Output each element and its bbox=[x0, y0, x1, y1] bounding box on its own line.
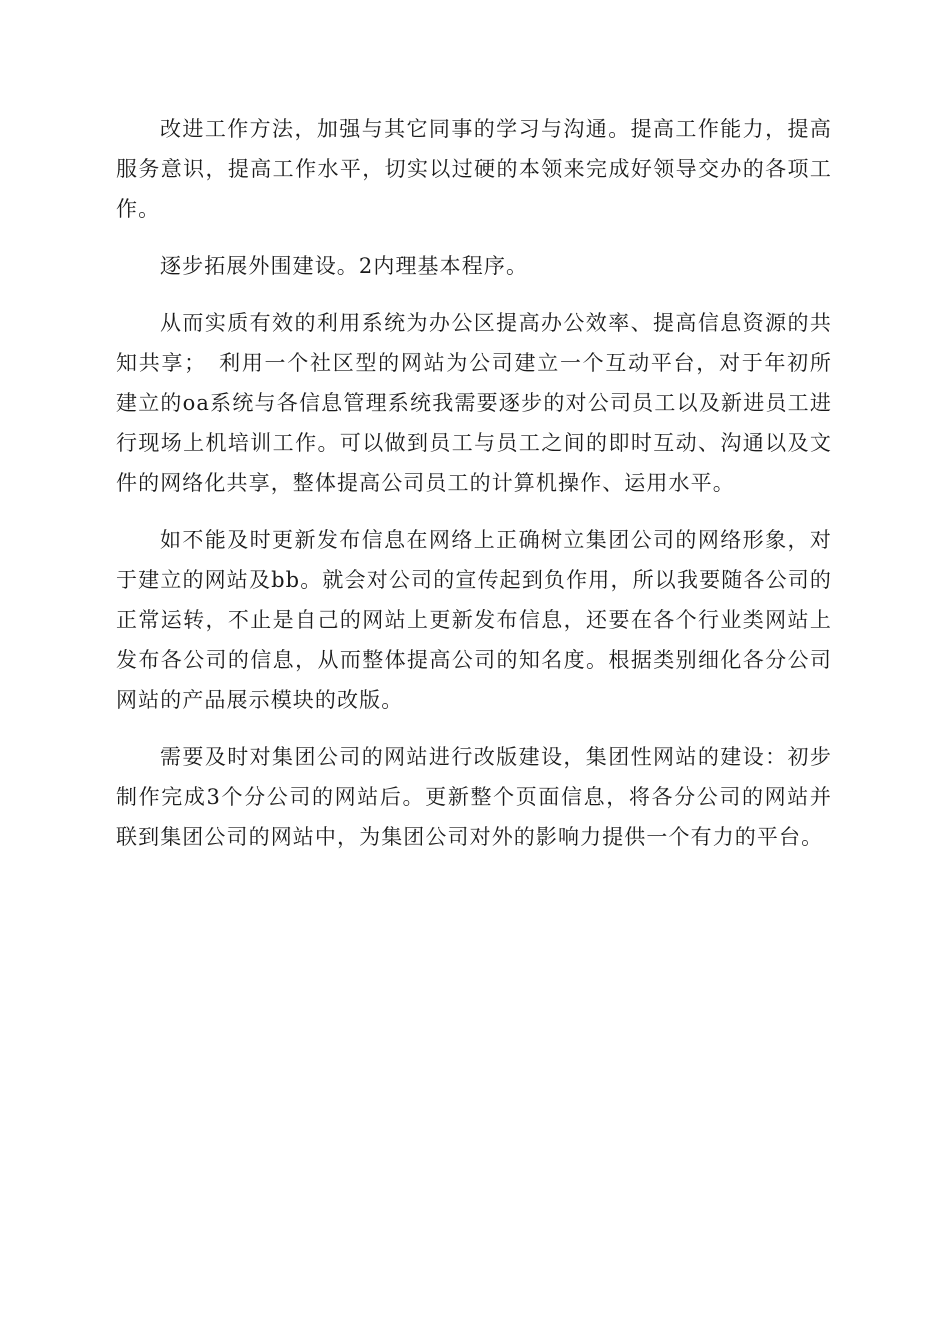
paragraph-external-construction: 逐步拓展外围建设。2内理基本程序。 bbox=[160, 254, 529, 278]
paragraph-website-updates: 如不能及时更新发布信息在网络上正确树立集团公司的网络形象，对于建立的网站及bb。就会对公司的宣传起到负作用，所以我要随各公司的正常运转，不止是自己的网站上更新发布信息，还要在各个行业类网站上发布各公司的信息，从而整体提高公司的知名度。根据类别细化各分公司网站的产品展示模块的改版。 bbox=[116, 528, 832, 712]
document-body bbox=[116, 109, 832, 874]
paragraph-office-system: 从而实质有效的利用系统为办公区提高办公效率、提高信息资源的共知共享； 利用一个社区型的网站为公司建立一个互动平台，对于年初所建立的oa系统与各信息管理系统我需要逐步的对公司员工以及新进员工进行现场上机培训工作。可以做到员工与员工之间的即时互动、沟通以及文件的网络化共享，整体提高公司员工的计算机操作、运用水平。 bbox=[116, 311, 832, 495]
paragraph-work-methods: 改进工作方法，加强与其它同事的学习与沟通。提高工作能力，提高服务意识，提高工作水平，切实以过硬的本领来完成好领导交办的各项工作。 bbox=[116, 117, 832, 221]
paragraph-group-website: 需要及时对集团公司的网站进行改版建设，集团性网站的建设：初步制作完成3个分公司的网站后。更新整个页面信息，将各分公司的网站并联到集团公司的网站中，为集团公司对外的影响力提供一个有力的平台。 bbox=[116, 745, 832, 849]
